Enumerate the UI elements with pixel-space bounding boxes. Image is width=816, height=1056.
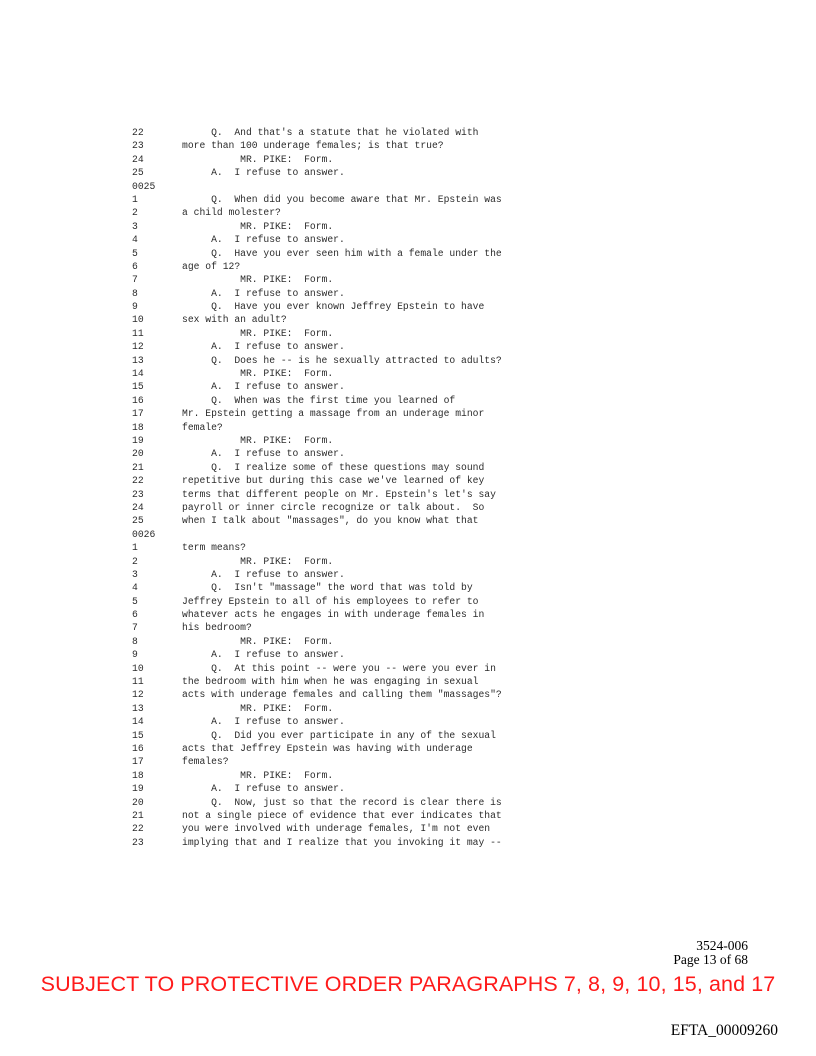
transcript-line xyxy=(132,233,502,246)
line-number: 4 xyxy=(132,582,138,594)
transcript-line xyxy=(132,461,502,474)
bates-number: EFTA_00009260 xyxy=(670,1022,778,1039)
line-number: 18 xyxy=(132,769,144,781)
transcript-line xyxy=(132,555,502,568)
page-number: Page 13 of 68 xyxy=(673,952,748,967)
line-text: MR. PIKE: Form. xyxy=(182,702,334,714)
transcript-line xyxy=(132,421,502,434)
line-text: sex with an adult? xyxy=(182,314,287,326)
line-number: 21 xyxy=(132,461,144,473)
line-text: female? xyxy=(182,421,223,433)
line-number: 0025 xyxy=(132,180,156,192)
line-text: you were involved with underage females, I'm not even xyxy=(182,823,491,835)
line-number: 6 xyxy=(132,260,138,272)
line-number: 5 xyxy=(132,247,138,259)
line-number: 11 xyxy=(132,327,144,339)
line-text: acts that Jeffrey Epstein was having with underage xyxy=(182,742,473,754)
line-number: 16 xyxy=(132,742,144,754)
transcript-line xyxy=(132,139,502,152)
transcript-line xyxy=(132,206,502,219)
transcript-line xyxy=(132,193,502,206)
transcript-line xyxy=(132,126,502,139)
transcript-line xyxy=(132,501,502,514)
line-text: A. I refuse to answer. xyxy=(182,234,345,246)
line-number: 14 xyxy=(132,716,144,728)
transcript-line xyxy=(132,702,502,715)
line-text: females? xyxy=(182,756,229,768)
line-number: 23 xyxy=(132,140,144,152)
line-number: 16 xyxy=(132,394,144,406)
line-number: 25 xyxy=(132,515,144,527)
line-number: 9 xyxy=(132,649,138,661)
transcript-line xyxy=(132,742,502,755)
transcript-line xyxy=(132,474,502,487)
line-text: Q. At this point -- were you -- were you ever in xyxy=(182,662,496,674)
line-text: MR. PIKE: Form. xyxy=(182,769,334,781)
line-number: 2 xyxy=(132,207,138,219)
line-number: 25 xyxy=(132,167,144,179)
line-text: Q. Isn't "massage" the word that was told by xyxy=(182,582,473,594)
line-number: 20 xyxy=(132,796,144,808)
line-text: acts with underage females and calling them "massages"? xyxy=(182,689,502,701)
line-number: 9 xyxy=(132,301,138,313)
line-number: 23 xyxy=(132,836,144,848)
transcript-line xyxy=(132,608,502,621)
line-text: MR. PIKE: Form. xyxy=(182,434,334,446)
line-number: 22 xyxy=(132,475,144,487)
transcript-line xyxy=(132,380,502,393)
line-number: 19 xyxy=(132,783,144,795)
line-text: MR. PIKE: Form. xyxy=(182,635,334,647)
line-number: 22 xyxy=(132,823,144,835)
transcript-line xyxy=(132,180,502,193)
transcript-line xyxy=(132,434,502,447)
line-text: terms that different people on Mr. Epstein's let's say xyxy=(182,488,496,500)
line-number: 20 xyxy=(132,448,144,460)
line-text: age of 12? xyxy=(182,260,241,272)
line-text: his bedroom? xyxy=(182,622,252,634)
line-number: 17 xyxy=(132,408,144,420)
line-text: MR. PIKE: Form. xyxy=(182,368,334,380)
transcript-line xyxy=(132,273,502,286)
line-number: 5 xyxy=(132,595,138,607)
transcript-line xyxy=(132,260,502,273)
line-text: Mr. Epstein getting a massage from an underage minor xyxy=(182,408,485,420)
line-number: 19 xyxy=(132,434,144,446)
line-number: 14 xyxy=(132,368,144,380)
transcript-line xyxy=(132,313,502,326)
transcript-line xyxy=(132,528,502,541)
transcript-line xyxy=(132,769,502,782)
transcript-line xyxy=(132,581,502,594)
line-number: 7 xyxy=(132,622,138,634)
line-text: Q. Does he -- is he sexually attracted to adults? xyxy=(182,354,502,366)
transcript-line xyxy=(132,621,502,634)
line-text: MR. PIKE: Form. xyxy=(182,327,334,339)
transcript-line xyxy=(132,153,502,166)
transcript-line xyxy=(132,541,502,554)
line-number: 13 xyxy=(132,702,144,714)
line-number: 4 xyxy=(132,234,138,246)
line-text: Q. And that's a statute that he violated with xyxy=(182,127,479,138)
line-number: 8 xyxy=(132,287,138,299)
line-text: more than 100 underage females; is that true? xyxy=(182,140,444,152)
transcript-line xyxy=(132,447,502,460)
line-number: 24 xyxy=(132,153,144,165)
transcript-line xyxy=(132,300,502,313)
line-number: 3 xyxy=(132,568,138,580)
transcript-line xyxy=(132,822,502,835)
transcript-line xyxy=(132,568,502,581)
line-text: when I talk about "massages", do you know what that xyxy=(182,515,479,527)
line-text: Q. Now, just so that the record is clear there is xyxy=(182,796,502,808)
transcript-line xyxy=(132,715,502,728)
line-text: MR. PIKE: Form. xyxy=(182,220,334,232)
line-text: A. I refuse to answer. xyxy=(182,783,345,795)
line-number: 10 xyxy=(132,662,144,674)
line-text: the bedroom with him when he was engaging in sexual xyxy=(182,676,479,688)
line-text: A. I refuse to answer. xyxy=(182,716,345,728)
line-text: A. I refuse to answer. xyxy=(182,341,345,353)
transcript-line xyxy=(132,220,502,233)
line-number: 8 xyxy=(132,635,138,647)
document-number: 3524-006 xyxy=(696,938,748,953)
line-text: implying that and I realize that you invoking it may -- xyxy=(182,836,502,848)
transcript-line xyxy=(132,688,502,701)
line-number: 0026 xyxy=(132,528,156,540)
transcript-line xyxy=(132,327,502,340)
transcript-line xyxy=(132,729,502,742)
transcript-line xyxy=(132,247,502,260)
line-text: term means? xyxy=(182,542,246,554)
line-number: 21 xyxy=(132,809,144,821)
line-number: 13 xyxy=(132,354,144,366)
line-number: 22 xyxy=(132,127,144,138)
transcript-line xyxy=(132,635,502,648)
transcript-line xyxy=(132,367,502,380)
transcript-line xyxy=(132,836,502,849)
transcript-line xyxy=(132,166,502,179)
line-number: 10 xyxy=(132,314,144,326)
line-number: 18 xyxy=(132,421,144,433)
line-number: 7 xyxy=(132,274,138,286)
transcript-line xyxy=(132,394,502,407)
transcript-line xyxy=(132,796,502,809)
line-number: 15 xyxy=(132,729,144,741)
transcript-line xyxy=(132,287,502,300)
line-text: A. I refuse to answer. xyxy=(182,287,345,299)
transcript-line xyxy=(132,782,502,795)
transcript-line xyxy=(132,662,502,675)
line-text: A. I refuse to answer. xyxy=(182,649,345,661)
transcript-line xyxy=(132,488,502,501)
line-number: 12 xyxy=(132,689,144,701)
transcript-line xyxy=(132,648,502,661)
line-text: A. I refuse to answer. xyxy=(182,381,345,393)
line-number: 12 xyxy=(132,341,144,353)
line-number: 1 xyxy=(132,542,138,554)
transcript-line xyxy=(132,514,502,527)
line-text: repetitive but during this case we've learned of key xyxy=(182,475,485,487)
line-text: payroll or inner circle recognize or talk about. So xyxy=(182,501,485,513)
line-text: not a single piece of evidence that ever indicates that xyxy=(182,809,502,821)
line-text: A. I refuse to answer. xyxy=(182,448,345,460)
transcript-line xyxy=(132,595,502,608)
line-number: 2 xyxy=(132,555,138,567)
line-number: 24 xyxy=(132,501,144,513)
line-number: 11 xyxy=(132,676,144,688)
transcript-line xyxy=(132,675,502,688)
line-text: Q. Have you ever seen him with a female under the xyxy=(182,247,502,259)
transcript-line xyxy=(132,809,502,822)
protective-order-notice: SUBJECT TO PROTECTIVE ORDER PARAGRAPHS 7, 8, 9, 10, 15, and 17 xyxy=(40,972,776,996)
line-text: Q. I realize some of these questions may sound xyxy=(182,461,485,473)
transcript-body xyxy=(132,126,502,849)
line-number: 1 xyxy=(132,193,138,205)
line-text: MR. PIKE: Form. xyxy=(182,274,334,286)
line-text: Q. When was the first time you learned of xyxy=(182,394,456,406)
line-number: 15 xyxy=(132,381,144,393)
line-text: Jeffrey Epstein to all of his employees to refer to xyxy=(182,595,479,607)
line-text: Q. When did you become aware that Mr. Epstein was xyxy=(182,193,502,205)
line-number: 17 xyxy=(132,756,144,768)
line-number: 23 xyxy=(132,488,144,500)
line-text: A. I refuse to answer. xyxy=(182,568,345,580)
line-text: A. I refuse to answer. xyxy=(182,167,345,179)
transcript-line xyxy=(132,354,502,367)
line-text: a child molester? xyxy=(182,207,281,219)
line-text: MR. PIKE: Form. xyxy=(182,153,334,165)
line-number: 3 xyxy=(132,220,138,232)
line-text: MR. PIKE: Form. xyxy=(182,555,334,567)
transcript-line xyxy=(132,755,502,768)
transcript-line xyxy=(132,340,502,353)
line-text: Q. Did you ever participate in any of the sexual xyxy=(182,729,496,741)
line-text: whatever acts he engages in with underage females in xyxy=(182,609,485,621)
page-footer xyxy=(673,939,748,967)
transcript-line xyxy=(132,407,502,420)
line-text: Q. Have you ever known Jeffrey Epstein to have xyxy=(182,301,485,313)
line-number: 6 xyxy=(132,609,138,621)
